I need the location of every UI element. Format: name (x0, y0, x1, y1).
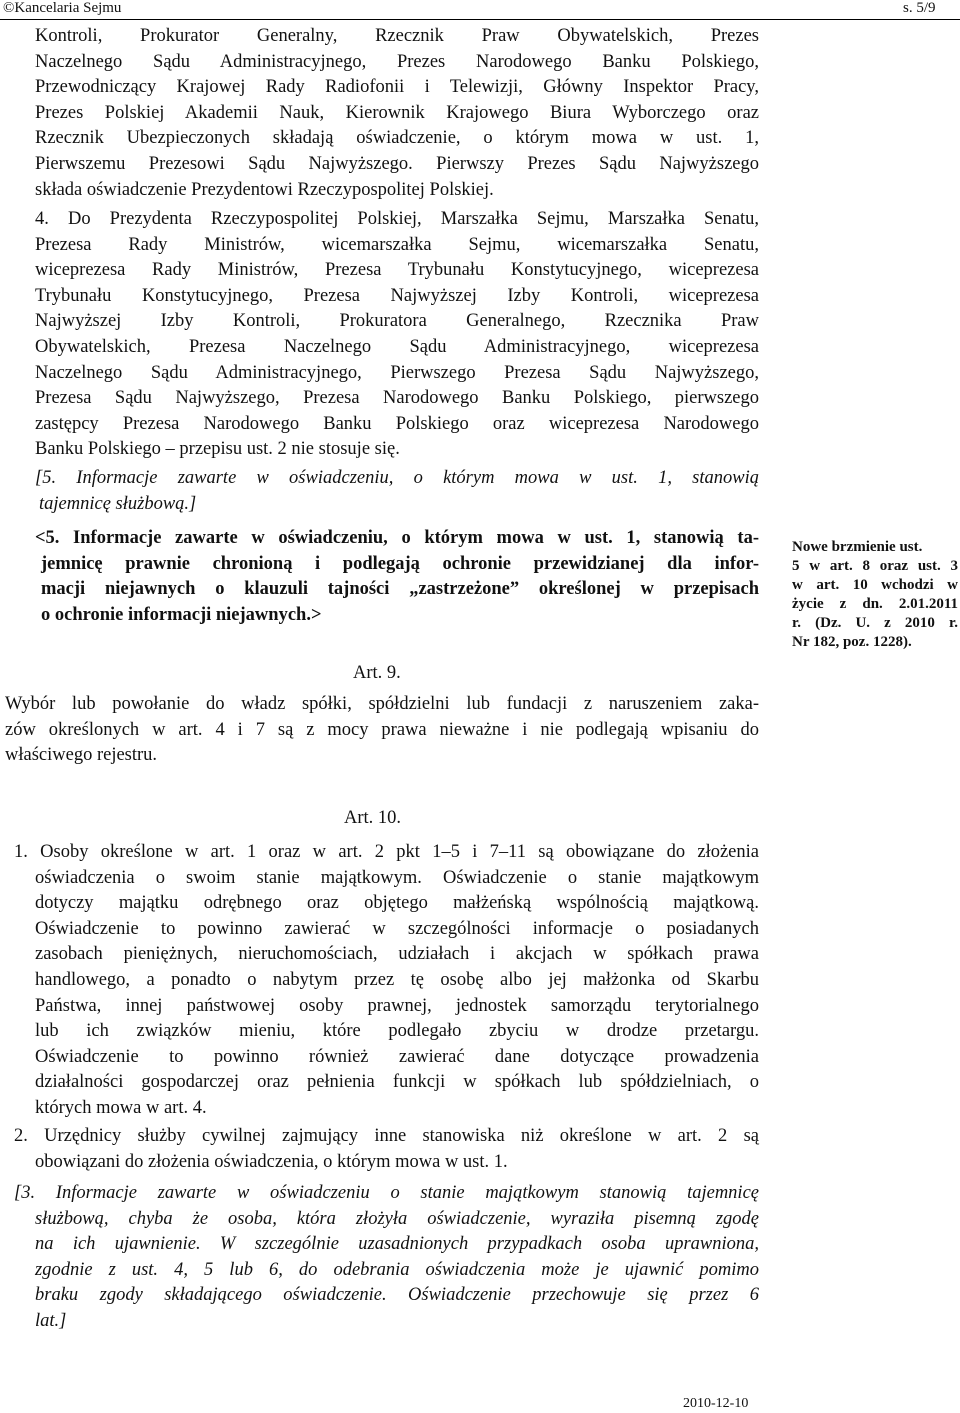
text-line: Wybór lub powołanie do władz spółki, spółdzielni lub fundacji z naruszeniem zaka- (5, 694, 759, 714)
article-9-title: Art. 9. (353, 663, 401, 683)
text-line: oświadczenia o swoim stanie majątkowym. Oświadczenie o stanie majątkowym (35, 867, 759, 888)
text-line: Banku Polskiego – przepisu ust. 2 nie stosuje się. (35, 439, 400, 460)
header-rule (0, 19, 960, 20)
text-line: Obywatelskich, Prezesa Naczelnego Sądu Administracyjnego, wiceprezesa (35, 336, 759, 357)
article-9-text (5, 692, 759, 769)
text-line: [5. Informacje zawarte w oświadczeniu, o którym mowa w ust. 1, stanowią (35, 468, 759, 488)
text-line: braku zgody składającego oświadczenie. Oświadczenie przechowuje się przez 6 (35, 1285, 759, 1306)
text-line: zastępcy Prezesa Narodowego Banku Polskiego oraz wiceprezesa Narodowego (35, 413, 759, 434)
article-10-paragraph-1 (14, 840, 759, 1122)
text-line: Trybunału Konstytucyjnego, Prezesa Najwyższej Izby Kontroli, wiceprezesa (35, 285, 759, 306)
text-line: zasobach pieniężnych, nieruchomościach, udziałach i akcjach w spółkach prawa (35, 944, 759, 965)
footer-date: 2010-12-10 (683, 1396, 749, 1411)
text-line: składa oświadczenie Prezydentowi Rzeczypospolitej Polskiej. (35, 179, 494, 200)
paragraph-4 (35, 207, 759, 463)
text-line: Naczelnego Sądu Administracyjnego, Prezes Narodowego Banku Polskiego, (35, 51, 759, 72)
text-line: Oświadczenie to powinno również zawierać dane dotyczące prowadzenia (35, 1046, 759, 1067)
text-line: działalności gospodarczej oraz pełnienia funkcji w spółkach lub spółdzielniach, o (35, 1072, 759, 1093)
margin-note (792, 538, 958, 652)
text-line: Prezes Polskiej Akademii Nauk, Kierownik Krajowego Biura Wyborczego oraz (35, 102, 759, 123)
header-page-number: s. 5/9 (903, 0, 936, 16)
text-line: na ich ujawnienie. W szczególnie uzasadnionych przypadkach osoba uprawniona, (35, 1234, 759, 1255)
text-line: służbową, chyba że osoba, która złożyła oświadczenie, wyraziła pisemną zgodę (35, 1208, 759, 1229)
note-line: w art. 10 wchodzi w (792, 577, 958, 593)
text-line: Najwyższej Izby Kontroli, Prokuratora Generalnego, Rzecznika Praw (35, 311, 759, 332)
note-line: Nr 182, poz. 1228). (792, 634, 912, 650)
note-line: życie z dn. 2.01.2011 (792, 596, 958, 612)
text-line: zów określonych w art. 4 i 7 są z mocy prawa nieważne i nie podlegają wpisaniu do (5, 719, 759, 740)
text-line: lat.] (35, 1310, 67, 1331)
text-line: Pierwszemu Prezesowi Sądu Najwyższego. Pierwszy Prezes Sądu Najwyższego (35, 153, 759, 174)
text-line: macji niejawnych o klauzuli tajności „zastrzeżone” określonej w przepisach (41, 579, 759, 600)
text-line: Państwa, innej państwowej osoby prawnej, jednostek samorządu terytorialnego (35, 995, 759, 1016)
paragraph-5-new (35, 526, 759, 628)
text-line: 1. Osoby określone w art. 1 oraz w art. 2 pkt 1–5 i 7–11 są obowiązane do złożenia (14, 842, 759, 862)
text-line: Kontroli, Prokurator Generalny, Rzecznik Praw Obywatelskich, Prezes (35, 26, 759, 46)
text-line: [3. Informacje zawarte w oświadczeniu o stanie majątkowym stanowią tajemnicę (14, 1183, 759, 1203)
note-line: 5 w art. 8 oraz ust. 3 (792, 558, 958, 574)
text-line: których mowa w art. 4. (35, 1097, 207, 1118)
paragraph-continuation (35, 24, 759, 203)
note-line: r. (Dz. U. z 2010 r. (792, 615, 958, 631)
paragraph-5-old (35, 466, 759, 517)
text-line: obowiązani do złożenia oświadczenia, o którym mowa w ust. 1. (35, 1151, 508, 1172)
article-10-paragraph-3-old (14, 1181, 759, 1335)
text-line: o ochronie informacji niejawnych.> (41, 604, 322, 625)
text-line: tajemnicę służbową.] (39, 493, 197, 514)
text-line: zgodnie z ust. 4, 5 lub 6, do odebrania oświadczenia może je ujawnić pomimo (35, 1259, 759, 1280)
note-line: Nowe brzmienie ust. (792, 539, 923, 555)
text-line: wiceprezesa Rady Ministrów, Prezesa Trybunału Konstytucyjnego, wiceprezesa (35, 260, 759, 281)
text-line: Oświadczenie to powinno zawierać w szczególności informacje o posiadanych (35, 918, 759, 939)
article-10-title: Art. 10. (344, 808, 402, 828)
text-line: Przewodniczący Krajowej Rady Radiofonii i Telewizji, Główny Inspektor Pracy, (35, 77, 759, 98)
text-line: właściwego rejestru. (5, 745, 158, 766)
text-line: Prezesa Sądu Najwyższego, Prezesa Narodowego Banku Polskiego, pierwszego (35, 388, 759, 409)
header-publisher: ©Kancelaria Sejmu (3, 0, 122, 16)
text-line: dotyczy majątku odrębnego oraz objętego małżeńską wspólnością majątkową. (35, 893, 759, 914)
text-line: <5. Informacje zawarte w oświadczeniu, o którym mowa w ust. 1, stanowią ta- (35, 528, 759, 548)
text-line: 2. Urzędnicy służby cywilnej zajmujący inne stanowiska niż określone w art. 2 są (14, 1126, 759, 1146)
text-line: Rzecznik Ubezpieczonych składają oświadczenie, o którym mowa w ust. 1, (35, 128, 759, 149)
text-line: Prezesa Rady Ministrów, wicemarszałka Sejmu, wicemarszałka Senatu, (35, 234, 759, 255)
text-line: Naczelnego Sądu Administracyjnego, Pierwszego Prezesa Sądu Najwyższego, (35, 362, 759, 383)
text-line: 4. Do Prezydenta Rzeczypospolitej Polskiej, Marszałka Sejmu, Marszałka Senatu, (35, 209, 759, 229)
article-10-paragraph-2 (14, 1124, 759, 1175)
text-line: lub ich związków mieniu, które podlegało zbyciu w drodze przetargu. (35, 1021, 759, 1042)
text-line: jemnicę prawnie chronioną i podlegają ochronie przewidzianej dla infor- (41, 553, 759, 574)
text-line: handlowego, a ponadto o nabytym przez tę osobę albo jej małżonka od Skarbu (35, 969, 759, 990)
